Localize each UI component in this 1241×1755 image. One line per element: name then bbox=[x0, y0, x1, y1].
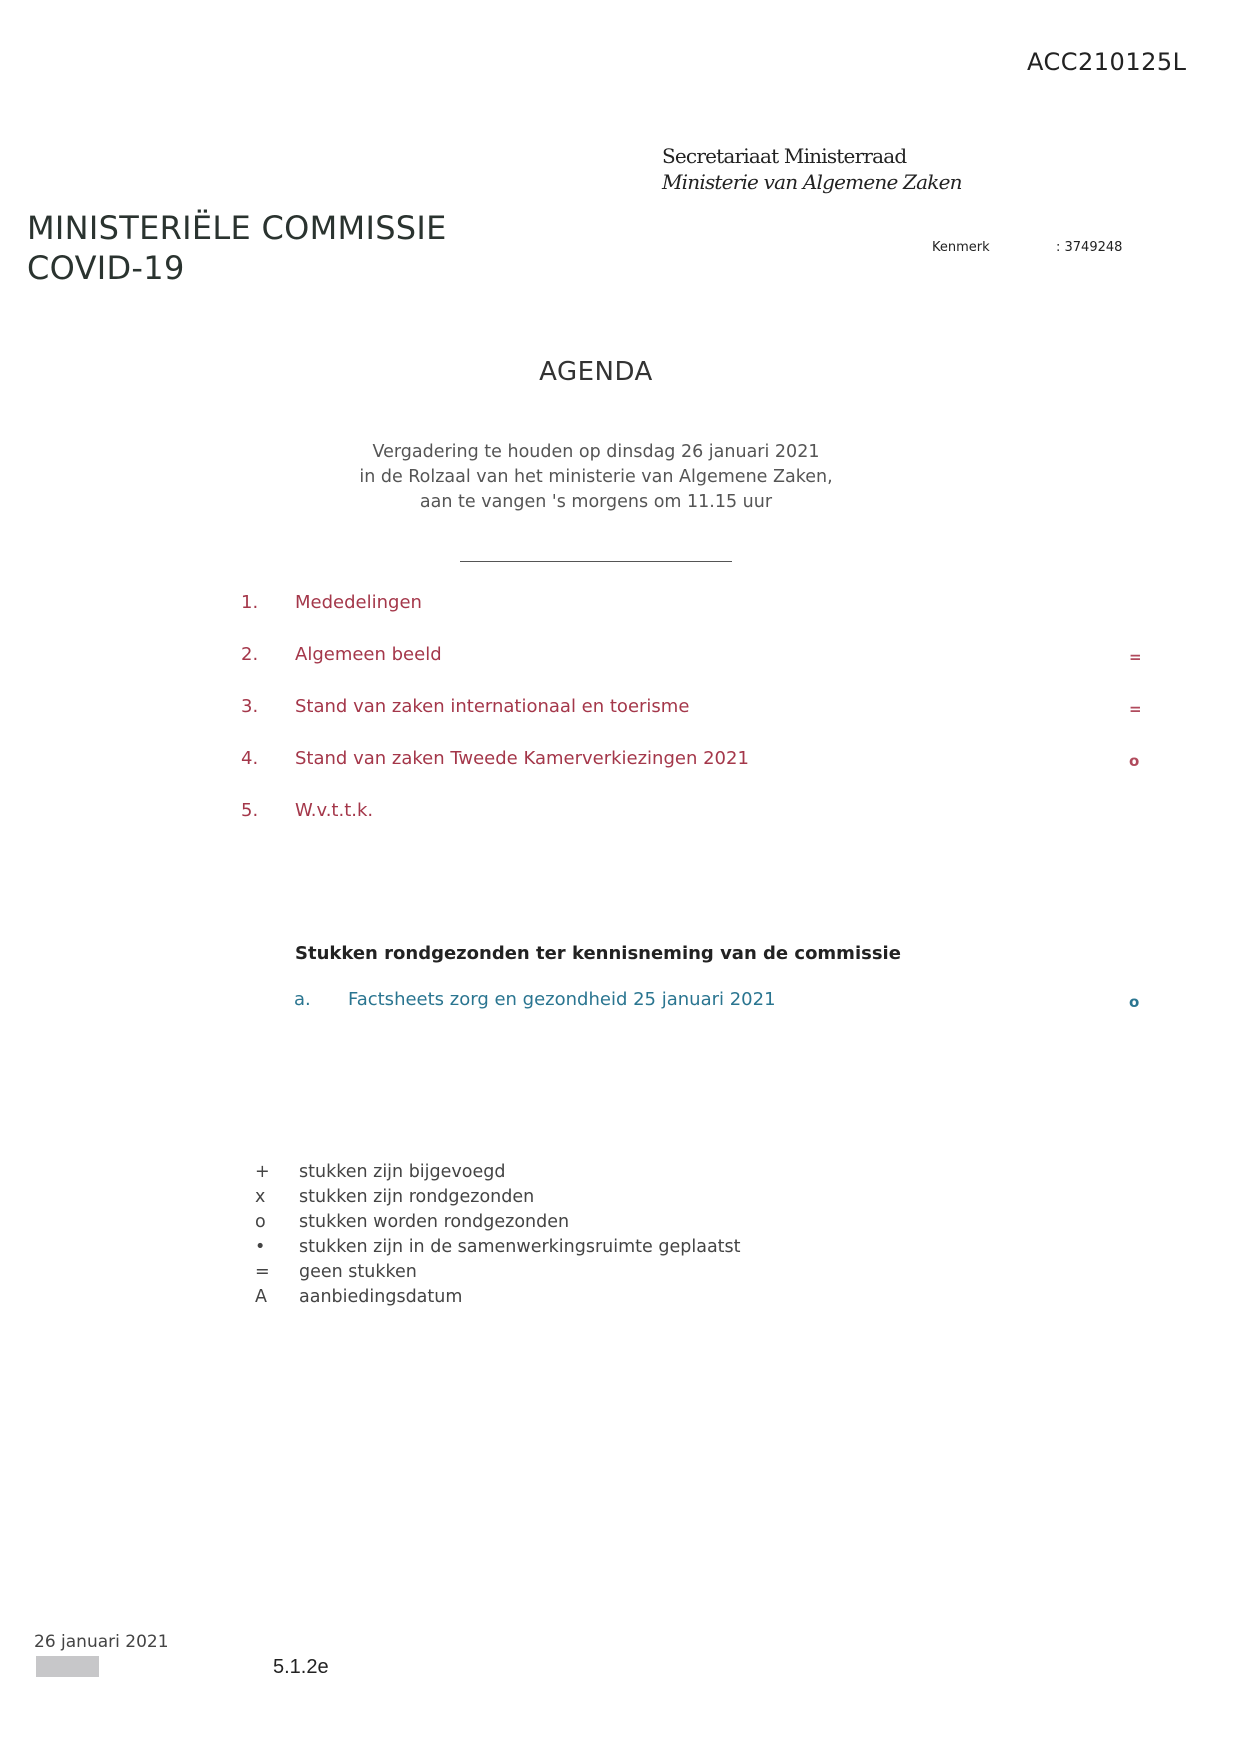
legend-row bbox=[255, 1235, 741, 1260]
meeting-location: in de Rolzaal van het ministerie van Algemene Zaken, bbox=[359, 467, 833, 487]
commission-title bbox=[27, 208, 447, 288]
circulated-document-item bbox=[294, 989, 1141, 1010]
equals-icon: = bbox=[255, 1262, 270, 1282]
agenda-item-number: 4. bbox=[241, 748, 259, 769]
divider bbox=[460, 561, 732, 562]
agenda-item bbox=[241, 692, 1141, 744]
legend-row bbox=[255, 1160, 741, 1185]
redaction-box bbox=[36, 1656, 99, 1677]
redaction-code: 5.1.2e bbox=[273, 1656, 329, 1678]
legend-text: stukken zijn rondgezonden bbox=[299, 1187, 535, 1207]
agenda-item-label: Stand van zaken Tweede Kamerverkiezingen 2021 bbox=[295, 748, 749, 769]
legend-text: aanbiedingsdatum bbox=[299, 1287, 463, 1307]
circulated-item-letter: a. bbox=[294, 989, 311, 1010]
circulated-item-label: Factsheets zorg en gezondheid 25 januari 2021 bbox=[348, 989, 776, 1010]
page-title: AGENDA bbox=[539, 357, 653, 387]
meeting-details bbox=[0, 440, 1192, 515]
agenda-item bbox=[241, 588, 1141, 640]
reference-value: : 3749248 bbox=[1056, 240, 1123, 255]
agenda-item-label: Stand van zaken internationaal en toerisme bbox=[295, 696, 690, 717]
legend-text: stukken zijn in de samenwerkingsruimte geplaatst bbox=[299, 1237, 741, 1257]
circle-icon: o bbox=[255, 1212, 266, 1232]
legend-row bbox=[255, 1210, 741, 1235]
letter-a-icon: A bbox=[255, 1287, 267, 1307]
agenda-item-number: 1. bbox=[241, 592, 259, 613]
legend-text: stukken worden rondgezonden bbox=[299, 1212, 570, 1232]
legend-row bbox=[255, 1285, 741, 1310]
bullet-icon: • bbox=[255, 1237, 266, 1257]
agenda-item-label: Mededelingen bbox=[295, 592, 422, 613]
document-status-mark: = bbox=[1129, 648, 1142, 666]
organization-block bbox=[662, 143, 962, 195]
reference-label: Kenmerk bbox=[932, 240, 990, 255]
agenda-item bbox=[241, 744, 1141, 796]
agenda-item-number: 2. bbox=[241, 644, 259, 665]
meeting-date: Vergadering te houden op dinsdag 26 januari 2021 bbox=[372, 442, 820, 462]
agenda-list bbox=[241, 588, 1141, 848]
agenda-item-number: 3. bbox=[241, 696, 259, 717]
document-status-mark: o bbox=[1129, 993, 1140, 1011]
ministry-name: Ministerie van Algemene Zaken bbox=[662, 170, 962, 194]
plus-icon: + bbox=[255, 1162, 270, 1182]
agenda-item bbox=[241, 796, 1141, 848]
meeting-time: aan te vangen 's morgens om 11.15 uur bbox=[419, 492, 773, 512]
agenda-item-label: Algemeen beeld bbox=[295, 644, 442, 665]
legend-text: geen stukken bbox=[299, 1262, 417, 1282]
commission-title-line2: COVID-19 bbox=[27, 249, 185, 287]
commission-title-line1: MINISTERIËLE COMMISSIE bbox=[27, 209, 447, 247]
cross-icon: x bbox=[255, 1187, 266, 1207]
legend-text: stukken zijn bijgevoegd bbox=[299, 1162, 506, 1182]
organization-name: Secretariaat Ministerraad bbox=[662, 144, 907, 168]
symbol-legend bbox=[255, 1160, 741, 1310]
agenda-item-label: W.v.t.t.k. bbox=[295, 800, 374, 821]
circulated-documents-heading: Stukken rondgezonden ter kennisneming van de commissie bbox=[295, 943, 901, 964]
agenda-item-number: 5. bbox=[241, 800, 259, 821]
reference-number bbox=[932, 240, 1122, 255]
document-status-mark: o bbox=[1129, 752, 1140, 770]
legend-row bbox=[255, 1260, 741, 1285]
legend-row bbox=[255, 1185, 741, 1210]
agenda-item bbox=[241, 640, 1141, 692]
footer-date: 26 januari 2021 bbox=[34, 1632, 169, 1652]
document-status-mark: = bbox=[1129, 700, 1142, 718]
document-code: ACC210125L bbox=[1027, 48, 1187, 76]
